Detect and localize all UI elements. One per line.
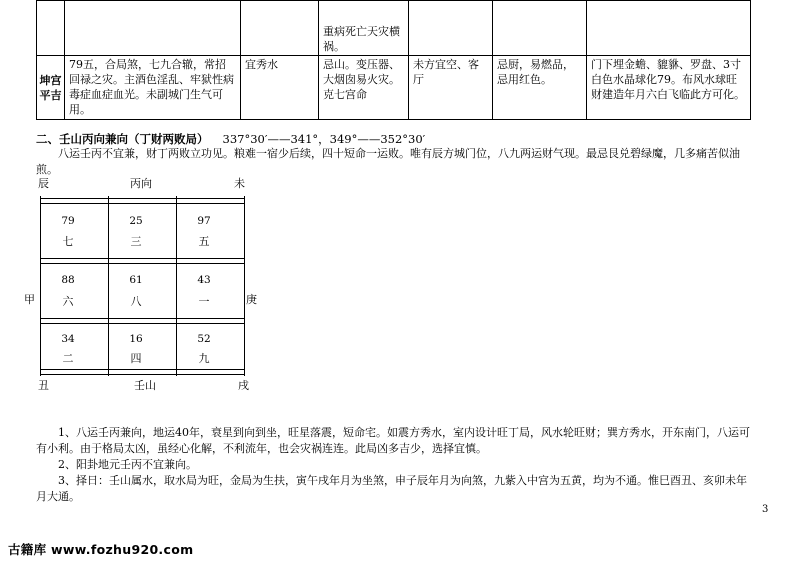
cell-9-numbers: 52 (197, 333, 211, 345)
table-cell-c6: 门下埋金蟾、貔貅、罗盘、3寸白色水晶球化79。布风水球旺财建造年月六白飞临此方可化。 (587, 56, 751, 120)
feng-shui-table (36, 0, 751, 120)
footer-watermark: 古籍库 www.fozhu920.com (8, 542, 194, 557)
section-degrees: 337°30′——341°，349°——352°30′ (222, 132, 426, 146)
cell-1-star: 七 (62, 235, 74, 248)
label-xu: 戌 (238, 379, 249, 392)
table-cell-c2: 宜秀水 (241, 56, 319, 120)
grid-line (108, 196, 109, 376)
section-title (36, 131, 425, 147)
cell-4-numbers: 88 (61, 274, 75, 286)
note-1: 1、八运壬丙兼向，地运40年，衰星到向到坐，旺星落震，短命宅。如震方秀水，室内设计旺丁局，风水轮旺财；巽方秀水，开东南门，八运可有小利。由于格局太凶，虽经心化解，不利流年，也会灾祸连连。此局凶多吉少，选择宜慎。 (36, 426, 750, 455)
cell-9-star: 九 (198, 352, 210, 365)
cell-2-numbers: 25 (129, 215, 143, 227)
grid-line (40, 318, 244, 319)
table-cell-c3: 忌山。变压器、大烟囱易火灾。克七宫命 (319, 56, 409, 120)
label-chou: 丑 (38, 379, 49, 392)
grid-line (176, 196, 177, 376)
table-cell-previous-c4: 重病死亡天灾横祸。 (319, 1, 409, 56)
cell-5-star: 八 (130, 295, 142, 308)
section-title-text: 二、壬山丙向兼向（丁财两败局） (36, 132, 209, 146)
label-geng: 庚 (246, 293, 257, 306)
note-2: 2、阳卦地元壬丙不宜兼向。 (58, 458, 197, 471)
table-cell-c4: 未方宜空、客厅 (409, 56, 493, 120)
cell-1-numbers: 79 (61, 215, 75, 227)
page-number: 3 (762, 504, 769, 515)
grid-line (40, 369, 244, 370)
label-chen: 辰 (38, 177, 49, 190)
cell-7-star: 二 (62, 352, 74, 365)
cell-7-numbers: 34 (61, 333, 75, 345)
grid-line (40, 196, 41, 376)
table-cell-c1: 79五，合局煞，七九合辙，常招回禄之灾。主酒色淫乱、牢狱性病毒症血症血光。未副城门生气可用。 (65, 56, 241, 120)
grid-line (40, 323, 244, 324)
cell-6-numbers: 43 (197, 274, 211, 286)
label-ren-sitting: 壬山 (134, 379, 156, 392)
grid-line (40, 198, 244, 199)
label-wei: 未 (234, 177, 245, 190)
grid-line (40, 258, 244, 259)
grid-line (40, 203, 244, 204)
cell-4-star: 六 (62, 295, 74, 308)
cell-3-star: 五 (198, 235, 210, 248)
intro-paragraph: 八运壬丙不宜兼，财丁两败立功见。粮难一宿少后续，四十短命一运败。唯有辰方城门位，八九两运财气现。最忌艮兑碧绿魔，几多痛苦似油煎。 (36, 147, 740, 176)
cell-3-numbers: 97 (197, 215, 211, 227)
note-3: 3、择日：壬山属水，取水局为旺，金局为生扶，寅午戌年月为坐煞，申子辰年月为向煞，九紫入中宫为五黄，均为不通。惟巳酉丑、亥卯未年月大通。 (36, 474, 747, 503)
label-bing-facing: 丙向 (130, 177, 152, 190)
table-cell-c5: 忌厨，易燃品，忌用红色。 (493, 56, 587, 120)
cell-2-star: 三 (130, 235, 142, 248)
table-row-kun (37, 56, 751, 120)
cell-5-numbers: 61 (129, 274, 143, 286)
grid-line (244, 196, 245, 376)
cell-8-star: 四 (130, 352, 142, 365)
table-row-previous (37, 1, 751, 56)
cell-6-star: 一 (198, 295, 210, 308)
notes (36, 425, 756, 505)
table-row-head: 坤宫平吉 (37, 56, 65, 120)
cell-8-numbers: 16 (129, 333, 143, 345)
grid-line (40, 263, 244, 264)
grid-line (40, 374, 244, 375)
label-jia: 甲 (24, 293, 35, 306)
